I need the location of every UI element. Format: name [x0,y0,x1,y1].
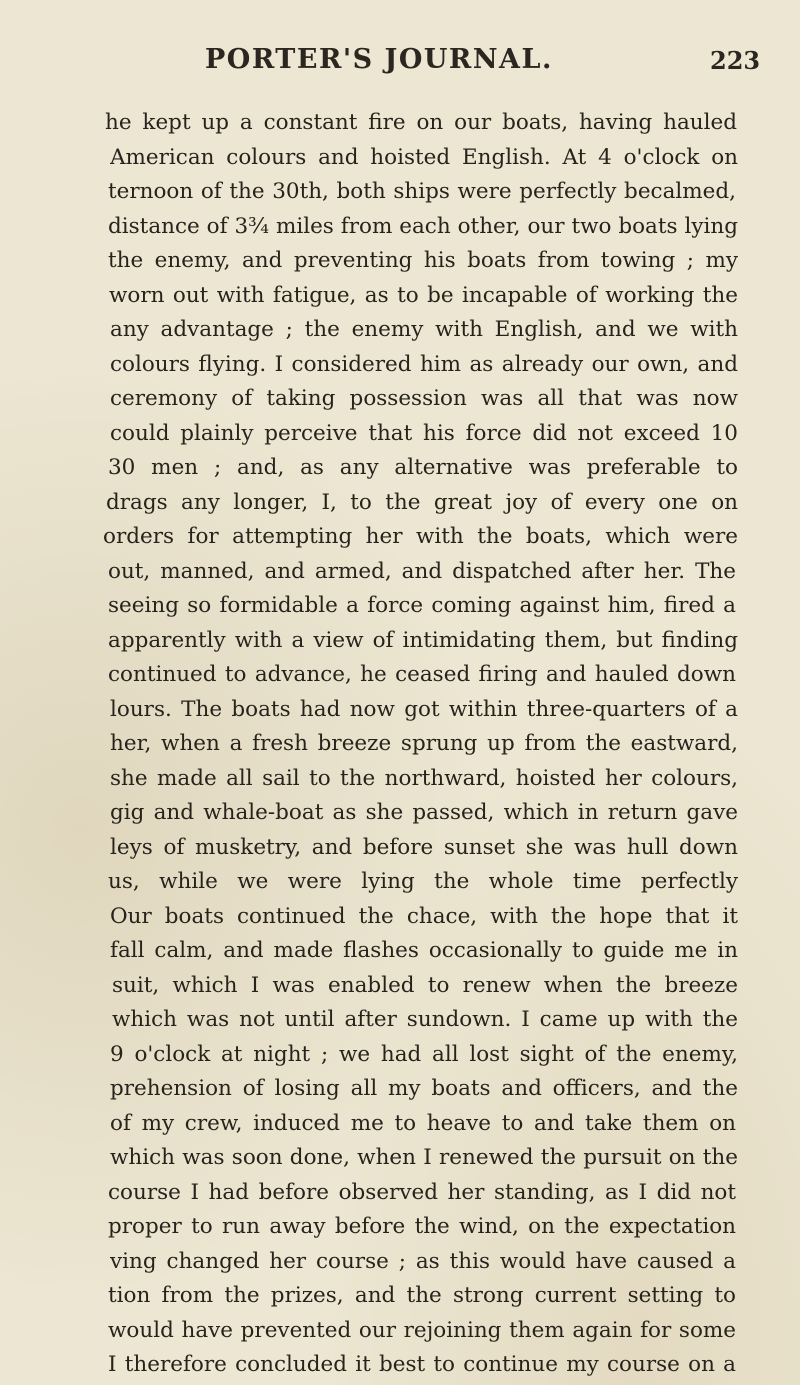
text-line: which was not until after sundown. I came up with the [112,1007,738,1032]
text-line: apparently with a view of intimidating them, but finding [108,628,738,653]
running-title: PORTER'S JOURNAL. [205,44,553,75]
text-line: Our boats continued the chace, with the hope that it [110,904,738,929]
page-header [0,44,800,84]
text-line: would have prevented our rejoining them again for some [108,1318,736,1343]
text-line: lours. The boats had now got within three-quarters of a [110,697,738,722]
text-line: drags any longer, I, to the great joy of every one on [106,490,738,515]
text-line: 9 o'clock at night ; we had all lost sight of the enemy, [110,1042,738,1067]
text-line: prehension of losing all my boats and officers, and the [110,1076,738,1101]
text-line: gig and whale-boat as she passed, which in return gave [110,800,738,825]
text-line: I therefore concluded it best to continue my course on a [108,1352,736,1377]
text-line: colours flying. I considered him as already our own, and [110,352,738,377]
text-line: fall calm, and made flashes occasionally to guide me in [110,938,738,963]
text-line: of my crew, induced me to heave to and take them on [110,1111,736,1136]
text-line: the enemy, and preventing his boats from towing ; my [108,248,738,273]
text-line: he kept up a constant fire on our boats, having hauled [105,110,737,135]
text-line: proper to run away before the wind, on the expectation [108,1214,736,1239]
text-line: ceremony of taking possession was all that was now [110,386,738,411]
text-line: any advantage ; the enemy with English, and we with [110,317,738,342]
text-line: orders for attempting her with the boats, which were [103,524,738,549]
text-line: continued to advance, he ceased firing and hauled down [108,662,736,687]
text-line: which was soon done, when I renewed the pursuit on the [110,1145,738,1170]
text-line: distance of 3¾ miles from each other, our two boats lying [108,214,738,239]
text-line: American colours and hoisted English. At 4 o'clock on [110,145,738,170]
text-line: tion from the prizes, and the strong current setting to [108,1283,736,1308]
page-number: 223 [710,46,761,75]
text-line: worn out with fatigue, as to be incapable of working the [109,283,738,308]
text-line: seeing so formidable a force coming against him, fired a [108,593,736,618]
text-line: leys of musketry, and before sunset she was hull down [110,835,738,860]
text-line: us, while we were lying the whole time perfectly [108,869,738,894]
text-line: her, when a fresh breeze sprung up from the eastward, [110,731,738,756]
text-line: out, manned, and armed, and dispatched after her. The [108,559,736,584]
text-line: she made all sail to the northward, hoisted her colours, [110,766,738,791]
text-line: ternoon of the 30th, both ships were perfectly becalmed, [108,179,736,204]
text-line: 30 men ; and, as any alternative was preferable to [108,455,738,480]
text-line: course I had before observed her standing, as I did not [108,1180,736,1205]
text-line: suit, which I was enabled to renew when the breeze [112,973,738,998]
text-line: ving changed her course ; as this would have caused a [110,1249,736,1274]
text-line: could plainly perceive that his force did not exceed 10 [110,421,738,446]
